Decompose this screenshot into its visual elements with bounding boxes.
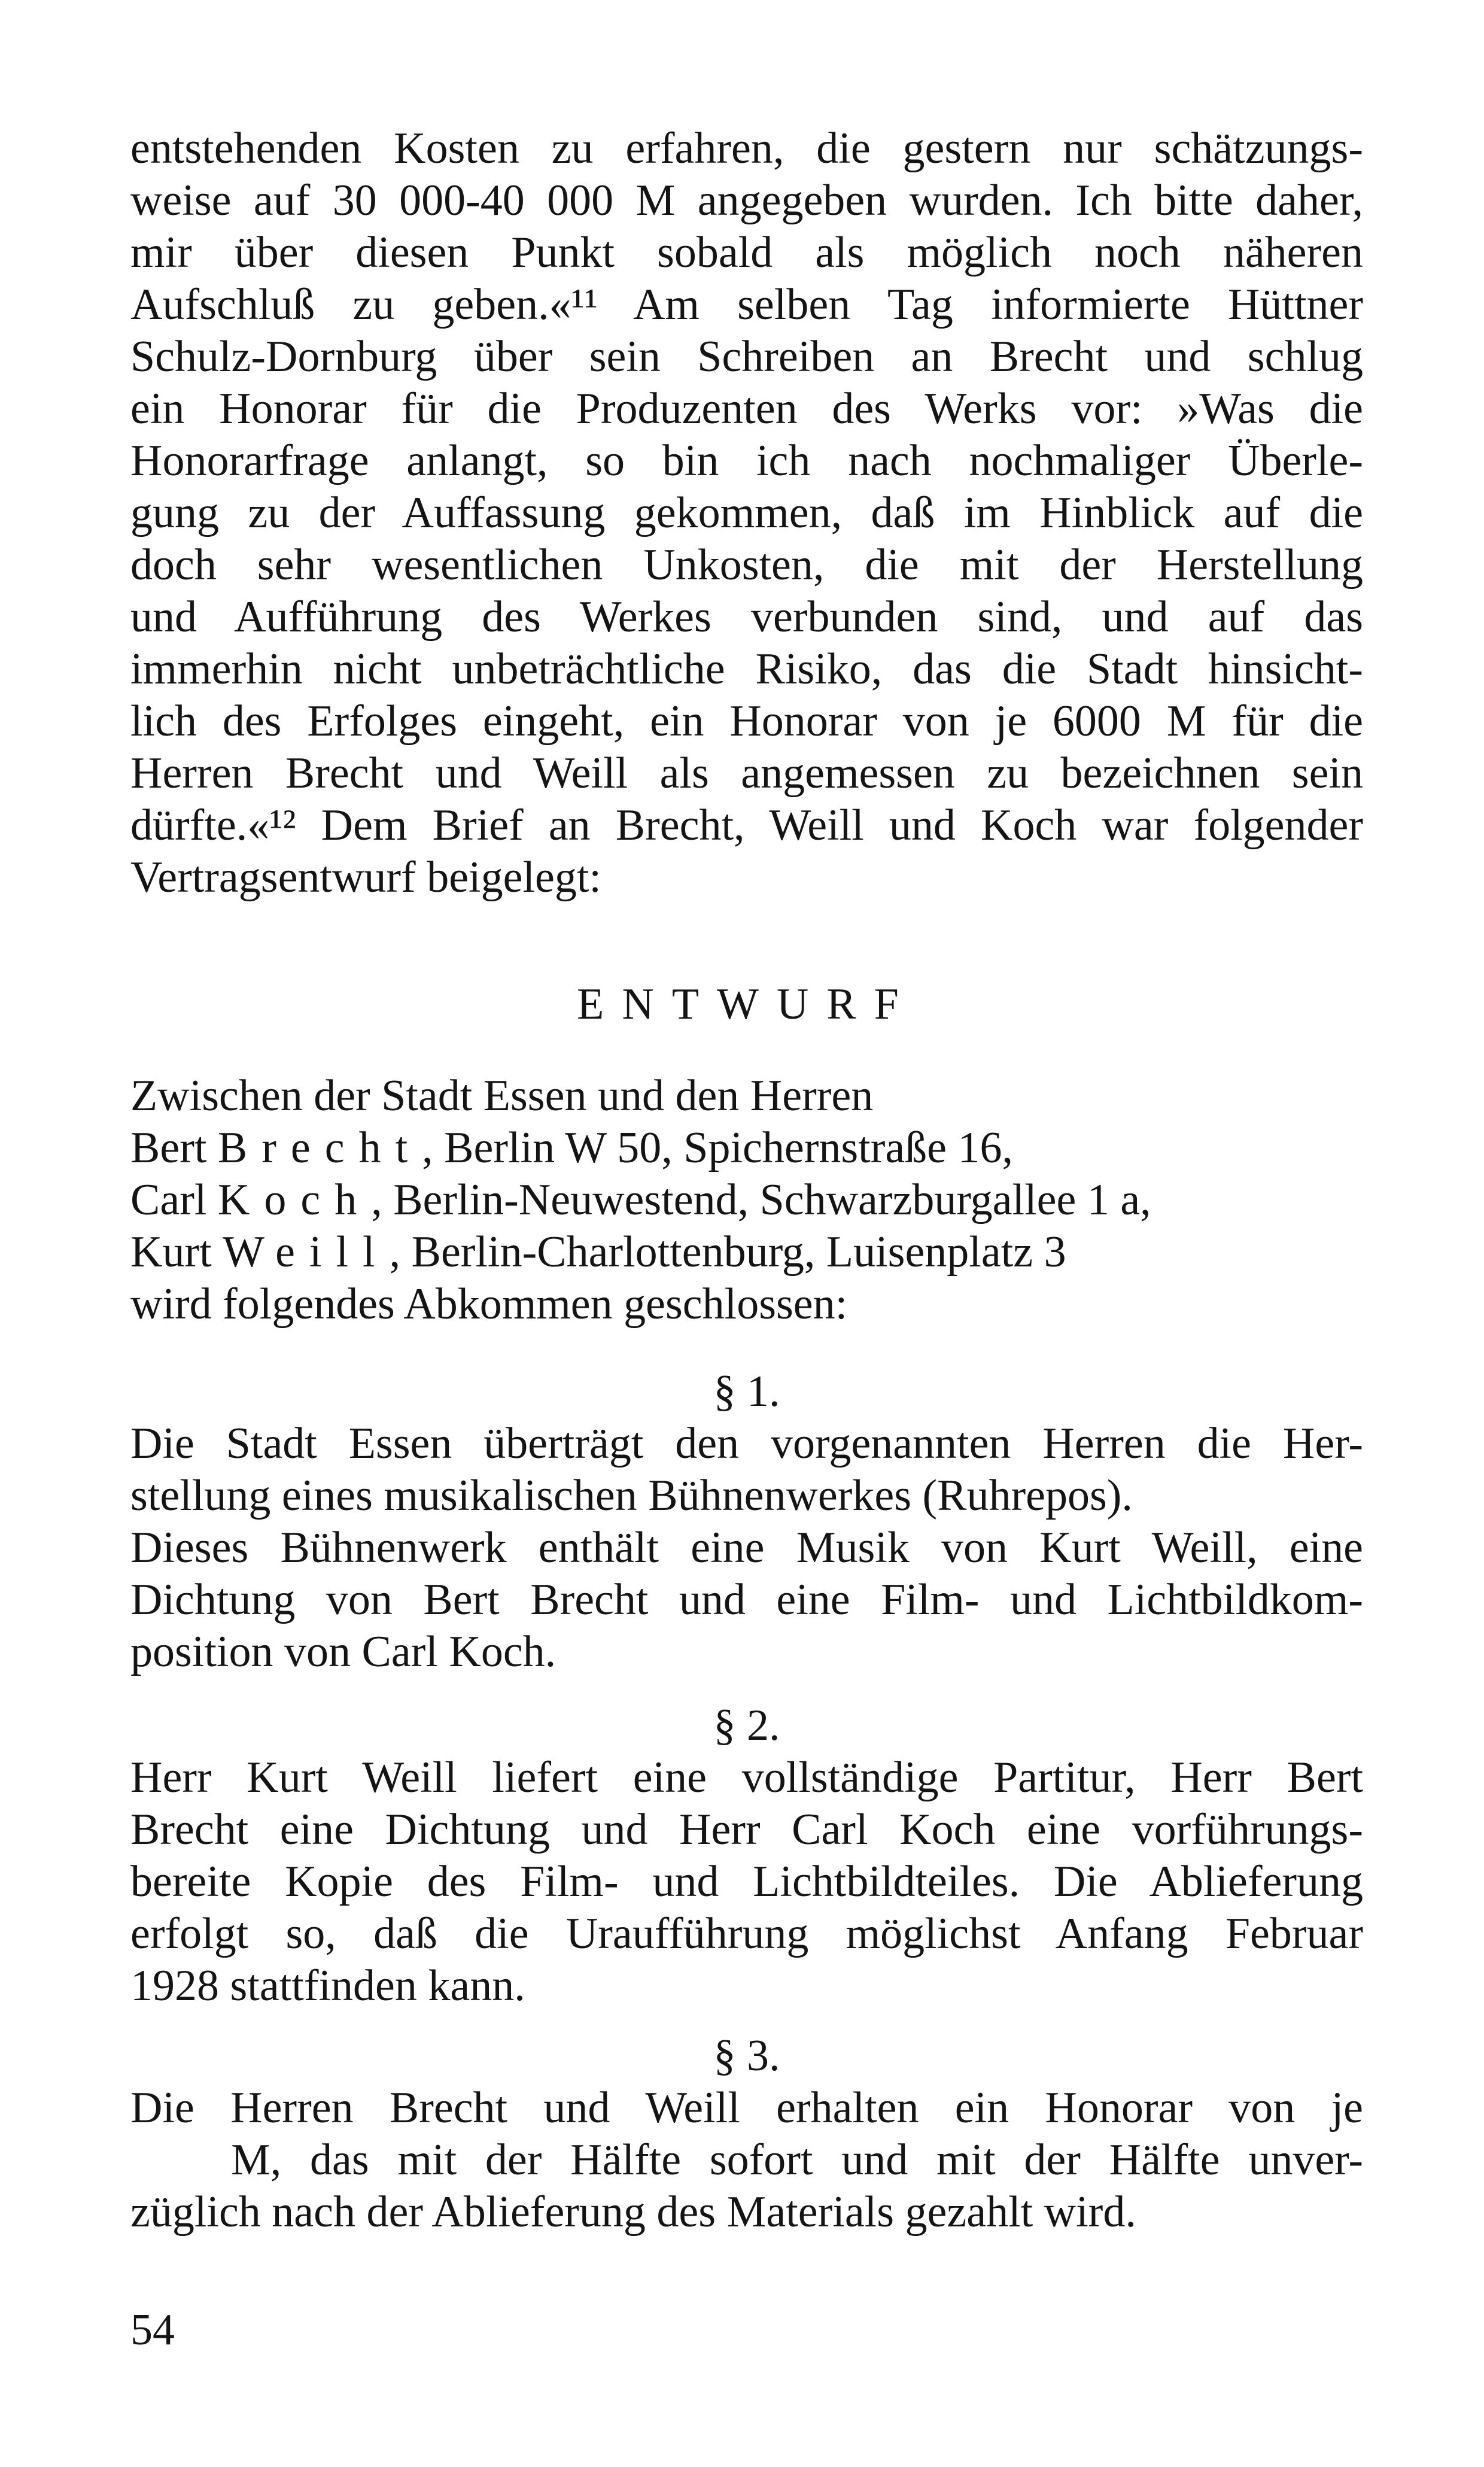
- party-weill: [130, 1226, 1363, 1278]
- party-last-name: Brecht: [217, 1123, 422, 1172]
- party-last-name: Koch: [217, 1175, 372, 1225]
- party-koch: [130, 1174, 1363, 1226]
- text-line: doch sehr wesentlichen Unkosten, die mit der Herstellung: [130, 540, 1363, 590]
- party-brecht: [130, 1122, 1363, 1174]
- text-line: erfolgt so, daß die Uraufführung möglichst Anfang Februar: [130, 1909, 1363, 1958]
- section-2-text: [130, 1752, 1363, 2012]
- section-1-text: [130, 1418, 1363, 1678]
- document-heading: ENTWURF: [577, 980, 917, 1029]
- parties-closing: wird folgendes Abkommen geschlossen:: [130, 1280, 848, 1329]
- text-line: Herr Kurt Weill liefert eine vollständige Partitur, Herr Bert: [130, 1753, 1363, 1802]
- text-line: Honorarfrage anlangt, so bin ich nach nochmaliger Überle-: [130, 436, 1363, 485]
- section-mark-3: § 3.: [713, 2031, 780, 2080]
- text-line: gung zu der Auffassung gekommen, daß im Hinblick auf die: [130, 488, 1363, 537]
- text-line: Dichtung von Bert Brecht und eine Film- und Lichtbildkom-: [130, 1575, 1363, 1624]
- text-line: 1928 stattfinden kann.: [130, 1961, 525, 2010]
- text-line: dürfte.«¹² Dem Brief an Brecht, Weill und Koch war folgender: [130, 801, 1363, 850]
- parties-intro: Zwischen der Stadt Essen und den Herren: [130, 1071, 874, 1120]
- text-line: Schulz-Dornburg über sein Schreiben an Brecht und schlug: [130, 332, 1363, 381]
- text-line: weise auf 30 000-40 000 M angegeben wurden. Ich bitte daher,: [130, 176, 1363, 225]
- text-line: Herren Brecht und Weill als angemessen zu bezeichnen sein: [130, 749, 1363, 798]
- parties-block: [130, 1070, 1363, 1330]
- text-line: stellung eines musikalischen Bühnenwerkes (Ruhrepos).: [130, 1471, 1133, 1520]
- text-line: Dieses Bühnenwerk enthält eine Musik von Kurt Weill, eine: [130, 1523, 1363, 1572]
- section-mark-1: § 1.: [713, 1367, 780, 1416]
- party-first-name: Carl: [130, 1175, 207, 1225]
- text-line: position von Carl Koch.: [130, 1627, 556, 1676]
- party-first-name: Bert: [130, 1123, 207, 1172]
- party-address: , Berlin-Neuwestend, Schwarzburgallee 1 a,: [371, 1175, 1151, 1225]
- text-line: bereite Kopie des Film- und Lichtbildteiles. Die Ablieferung: [130, 1857, 1363, 1906]
- text-line: lich des Erfolges eingeht, ein Honorar von je 6000 M für die: [130, 697, 1363, 746]
- party-first-name: Kurt: [130, 1228, 212, 1277]
- section-mark-2: § 2.: [713, 1701, 780, 1750]
- text-line: entstehenden Kosten zu erfahren, die gestern nur schätzungs-: [130, 124, 1363, 173]
- party-address: , Berlin-Charlottenburg, Luisenplatz 3: [389, 1228, 1066, 1277]
- intro-paragraph: [130, 123, 1363, 904]
- text-line: und Aufführung des Werkes verbunden sind, und auf das: [130, 593, 1363, 642]
- text-line: M, das mit der Hälfte sofort und mit der Hälfte unver-: [231, 2135, 1363, 2185]
- text-line: mir über diesen Punkt sobald als möglich noch näheren: [130, 228, 1363, 277]
- party-address: , Berlin W 50, Spichernstraße 16,: [422, 1123, 1014, 1172]
- text-line: Vertragsentwurf beigelegt:: [130, 853, 601, 902]
- text-line: züglich nach der Ablieferung des Materials gezahlt wird.: [130, 2188, 1136, 2237]
- page-number: 54: [130, 2305, 175, 2354]
- section-3-text: [130, 2082, 1363, 2238]
- text-line: Die Stadt Essen überträgt den vorgenannten Herren die Her-: [130, 1419, 1363, 1468]
- party-last-name: Weill: [223, 1228, 390, 1277]
- text-line: Brecht eine Dichtung und Herr Carl Koch eine vorführungs-: [130, 1805, 1363, 1854]
- text-line: Die Herren Brecht und Weill erhalten ein Honorar von je: [130, 2083, 1363, 2132]
- text-line: ein Honorar für die Produzenten des Werks vor: »Was die: [130, 384, 1363, 433]
- text-line: immerhin nicht unbeträchtliche Risiko, das die Stadt hinsicht-: [130, 645, 1363, 694]
- text-line: Aufschluß zu geben.«¹¹ Am selben Tag informierte Hüttner: [130, 280, 1363, 329]
